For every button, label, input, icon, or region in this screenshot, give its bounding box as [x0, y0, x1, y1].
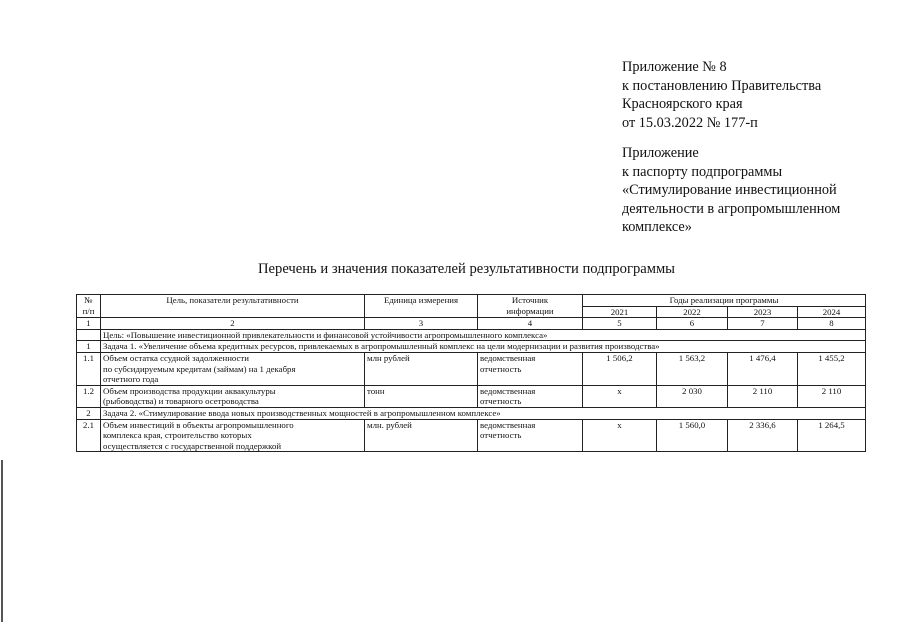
goal-row	[77, 329, 866, 341]
value-cell: 2 336,6	[728, 419, 798, 452]
source-line: ведомственная	[480, 352, 536, 363]
indicator-name	[101, 352, 365, 385]
value-cell: x	[583, 385, 657, 407]
source-cell	[478, 385, 583, 407]
value-cell: 2 110	[728, 385, 798, 407]
indicator-line: Объем производства продукции аквакультуры	[103, 385, 276, 396]
appendix-line: Красноярского края	[622, 96, 743, 112]
header-cell-year: 2024	[798, 306, 866, 318]
source-line: отчетность	[480, 430, 522, 441]
indicator-line: Объем остатка ссудной задолженности	[103, 352, 249, 363]
indicator-row	[77, 419, 866, 452]
appendix-block	[622, 58, 821, 132]
header-cell-goal: Цель, показатели результативности	[101, 295, 365, 318]
column-number: 5	[583, 318, 657, 330]
column-number: 2	[101, 318, 365, 330]
header-num-line: №	[84, 295, 93, 305]
source-line: отчетность	[480, 396, 522, 407]
value-cell: 1 455,2	[798, 352, 866, 385]
header-cell	[77, 295, 101, 318]
header-row	[77, 295, 866, 307]
indicator-row	[77, 385, 866, 407]
appendix-line: от 15.03.2022 № 177-п	[622, 114, 758, 131]
source-cell	[478, 352, 583, 385]
header-source-line: информации	[506, 305, 554, 316]
header-cell-year: 2022	[657, 306, 728, 318]
header-cell-year: 2023	[728, 306, 798, 318]
indicator-name	[101, 419, 365, 452]
header-cell-year: 2021	[583, 306, 657, 318]
task-row	[77, 341, 866, 353]
column-number: 6	[657, 318, 728, 330]
header-source-line: Источник	[511, 295, 549, 305]
value-cell: 1 563,2	[657, 352, 728, 385]
value-cell: 2 110	[798, 385, 866, 407]
indicator-line: по субсидируемым кредитам (займам) на 1 декабря	[103, 363, 296, 374]
value-cell: 1 264,5	[798, 419, 866, 452]
appendix-passport-block	[622, 144, 840, 237]
value-cell: x	[583, 419, 657, 452]
document-title: Перечень и значения показателей результативности подпрограммы	[258, 261, 675, 277]
row-number: 1.1	[77, 352, 101, 385]
value-cell: 1 476,4	[728, 352, 798, 385]
appendix-line: комплексе»	[622, 219, 692, 235]
indicator-line: комплекса края, строительство которых	[103, 430, 252, 441]
value-cell: 1 560,0	[657, 419, 728, 452]
appendix-line: деятельности в агропромышленном	[622, 200, 841, 217]
column-number: 4	[478, 318, 583, 330]
unit-cell: млн рублей	[365, 352, 478, 385]
empty-cell	[77, 329, 101, 341]
source-line: отчетность	[480, 363, 522, 374]
column-number: 8	[798, 318, 866, 330]
value-cell: 2 030	[657, 385, 728, 407]
task-number: 2	[77, 407, 101, 419]
indicator-line: осуществляется с государственной поддержкой	[103, 440, 282, 451]
indicator-row	[77, 352, 866, 385]
task-row	[77, 407, 866, 419]
source-line: ведомственная	[480, 419, 536, 430]
column-number: 3	[365, 318, 478, 330]
source-line: ведомственная	[480, 385, 536, 396]
indicator-line: Объем инвестиций в объекты агропромышленного	[103, 419, 294, 430]
appendix-line: Приложение	[622, 145, 699, 161]
row-number: 1.2	[77, 385, 101, 407]
goal-text: Цель: «Повышение инвестиционной привлекательности и финансовой устойчивости агропромышленного комплекса»	[101, 329, 866, 341]
task-number: 1	[77, 341, 101, 353]
appendix-line: к постановлению Правительства	[622, 77, 822, 94]
row-number: 2.1	[77, 419, 101, 452]
column-number-row	[77, 318, 866, 330]
indicator-line: (рыбоводства) и товарного осетроводства	[103, 396, 259, 407]
unit-cell: млн. рублей	[365, 419, 478, 452]
header-cell-unit: Единица измерения	[365, 295, 478, 318]
header-cell-years-group: Годы реализации программы	[583, 295, 866, 307]
task-text: Задача 2. «Стимулирование ввода новых производственных мощностей в агропромышленном комплексе»	[101, 407, 866, 419]
appendix-line: Приложение № 8	[622, 59, 727, 75]
indicator-line: отчетного года	[103, 374, 159, 385]
source-cell	[478, 419, 583, 452]
indicator-name	[101, 385, 365, 407]
column-number: 7	[728, 318, 798, 330]
header-num-line: п/п	[82, 305, 95, 316]
task-text: Задача 1. «Увеличение объема кредитных ресурсов, привлекаемых в агропромышленный комплекс на цели модернизации и развития производства»	[101, 341, 866, 353]
header-cell	[478, 295, 583, 318]
appendix-line: «Стимулирование инвестиционной	[622, 182, 837, 198]
unit-cell: тонн	[365, 385, 478, 407]
indicators-table	[76, 294, 866, 452]
value-cell: 1 506,2	[583, 352, 657, 385]
column-number: 1	[77, 318, 101, 330]
appendix-line: к паспорту подпрограммы	[622, 163, 783, 180]
scan-margin-line	[1, 460, 3, 622]
